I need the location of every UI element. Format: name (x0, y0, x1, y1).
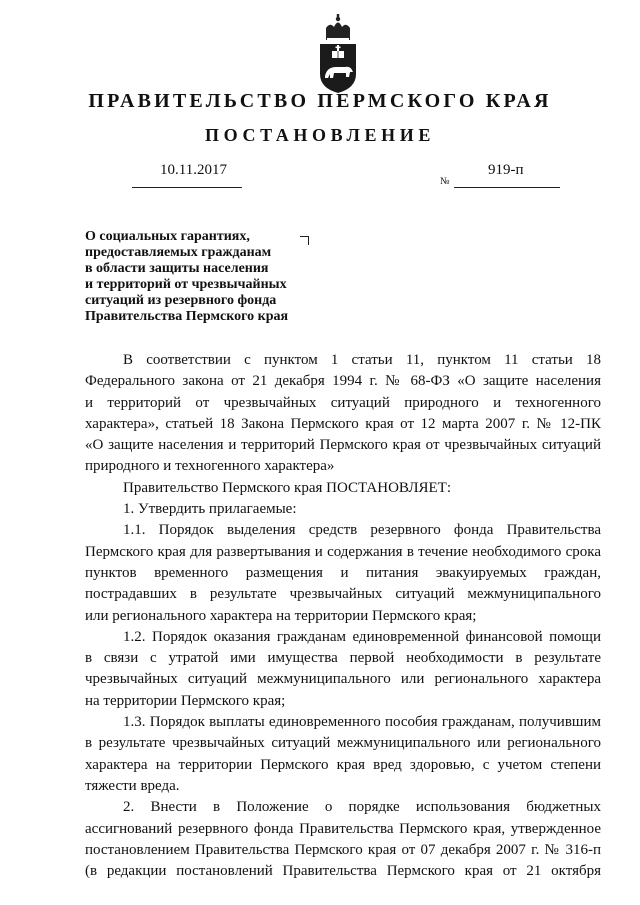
document-number: 919-п (488, 162, 524, 178)
paragraph-item-1 (85, 499, 601, 520)
text-line: характера», статьей 18 Закона Пермского края от 12 марта 2007 г. № 12-ПК (85, 415, 601, 432)
text-line: в результате чрезвычайных ситуаций межмуниципального или регионального (85, 735, 601, 752)
text-line: (в редакции постановлений Правительства Пермского края от 21 октября (85, 863, 601, 880)
paragraph-item-1-3 (85, 712, 601, 797)
paragraph-item-1-2 (85, 627, 601, 712)
text-line: ассигнований резервного фонда Правительства Пермского края, утвержденное (85, 820, 601, 837)
date-underline (132, 187, 242, 188)
text-line: Пермского края для развертывания и содержания в течение необходимого срока (85, 543, 601, 560)
subject-line: предоставляемых гражданам (85, 245, 272, 260)
subject-line: и территорий от чрезвычайных (85, 277, 287, 292)
text-line: В соответствии с пунктом 1 статьи 11, пунктом 11 статьи 18 (123, 352, 601, 368)
text-line: на территории Пермского края; (85, 692, 286, 709)
paragraph-item-1-1 (85, 520, 601, 626)
text-line: 1.1. Порядок выделения средств резервного фонда Правительства (123, 522, 601, 539)
document-body (85, 350, 601, 882)
organization-title: ПРАВИТЕЛЬСТВО ПЕРМСКОГО КРАЯ (88, 90, 552, 112)
text-line: постановлением Правительства Пермского края от 07 декабря 2007 г. № 316-п (85, 841, 601, 858)
text-line: в связи с утратой ими имущества первой необходимости в результате (85, 650, 601, 667)
text-line: 1. Утвердить прилагаемые: (123, 501, 297, 518)
subject-corner-mark (300, 236, 309, 245)
text-line: «О защите населения и территорий Пермского края от чрезвычайных ситуаций (85, 437, 601, 454)
perm-krai-coat-of-arms-icon (318, 14, 358, 94)
number-sign: № (440, 176, 450, 187)
paragraph-item-2 (85, 797, 601, 882)
subject-line: О социальных гарантиях, (85, 229, 250, 244)
subject-line: в области защиты населения (85, 261, 269, 276)
text-line: характера на территории Пермского края вред здоровью, с учетом степени (85, 756, 601, 773)
paragraph-preamble (85, 350, 601, 478)
text-line: 1.2. Порядок оказания гражданам единовременной финансовой помощи (123, 628, 601, 645)
text-line: пунктов временного размещения и питания эвакуируемых граждан, (85, 564, 601, 581)
paragraph-resolves (85, 478, 601, 499)
text-line: 2. Внести в Положение о порядке использования бюджетных (123, 799, 601, 816)
subject-line: ситуаций из резервного фонда (85, 293, 277, 308)
text-line: Федерального закона от 21 декабря 1994 г. № 68-ФЗ «О защите населения (85, 373, 601, 390)
text-line: 1.3. Порядок выплаты единовременного пособия гражданам, получившим (123, 714, 601, 731)
text-line: Правительство Пермского края ПОСТАНОВЛЯЕТ: (123, 479, 452, 496)
document-type: ПОСТАНОВЛЕНИЕ (205, 125, 435, 145)
subject-line: Правительства Пермского края (85, 309, 289, 324)
number-underline (454, 187, 560, 188)
document-date: 10.11.2017 (160, 162, 227, 178)
text-line: природного и техногенного характера» (85, 458, 335, 475)
text-line: чрезвычайных ситуаций межмуниципального или регионального характера (85, 671, 601, 688)
text-line: тяжести вреда. (85, 777, 180, 794)
document-subject (85, 229, 310, 325)
text-line: или регионального характера на территории Пермского края; (85, 607, 477, 624)
text-line: пострадавших в результате чрезвычайных ситуаций межмуниципального (85, 586, 601, 603)
text-line: и территорий от чрезвычайных ситуаций природного и техногенного (85, 394, 601, 411)
